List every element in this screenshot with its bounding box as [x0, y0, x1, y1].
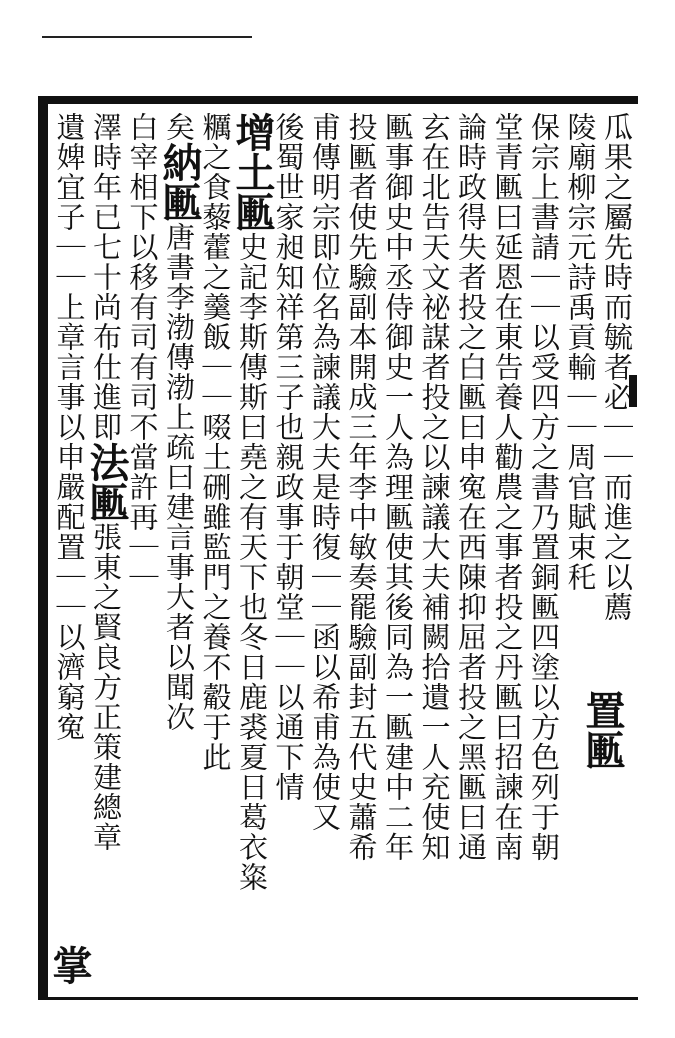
text-column-6	[418, 112, 452, 992]
column-tail-character: 掌	[46, 945, 93, 985]
column-text: 投匭者使先驗副本開成三年李中敏奏罷驗副封五代史蕭希	[344, 112, 379, 862]
column-text: 陵廟柳宗元詩禹貢輸｜｜周官賦束秅	[563, 112, 598, 592]
column-text: 糲之食藜藿之羹飯｜｜啜土硎雖監門之養不觳于此	[198, 112, 233, 772]
entry-heading: 法匭	[83, 442, 130, 522]
column-text: 唐書李渤傳渤上疏曰建言事大者以聞次	[162, 222, 196, 732]
column-text: 遺婢宜子｜｜上章言事	[52, 112, 87, 412]
entry-heading: 土匭	[229, 152, 276, 232]
text-column-14	[126, 112, 160, 992]
column-text: 匭事御史中丞侍御史一人為理匭使其後同為一匭建中二年	[381, 112, 415, 862]
text-column-7	[381, 112, 415, 992]
text-column-12	[199, 112, 233, 992]
text-column-13	[156, 112, 203, 992]
column-text: 後蜀世家昶知祥第三子也親政事于朝堂｜｜以通下情	[271, 112, 306, 802]
column-text: 甫傳明宗即位名為諫議大夫是時復｜｜函以希甫為使又	[308, 112, 342, 832]
inset-zhi-gui	[579, 690, 626, 990]
entry-heading-zhi-gui: 置匭	[579, 690, 626, 770]
column-text: 論時政得失者投之白匭曰申寃在西陳抑屈者投之黑匭曰通	[454, 112, 488, 862]
text-column-9	[308, 112, 342, 992]
text-column-16	[53, 112, 87, 992]
inset-zhang	[46, 945, 93, 990]
text-column-5	[454, 112, 488, 992]
text-column-11	[229, 112, 276, 992]
entry-heading: 納匭	[156, 142, 203, 222]
text-column-8	[345, 112, 379, 992]
text-column-4	[491, 112, 525, 992]
column-text: 矣	[162, 112, 196, 142]
column-text: 堂青匭曰延恩在東告養人勸農之事者投之丹匭曰招諫在南	[490, 112, 525, 862]
text-column-10	[272, 112, 306, 992]
column-text: 張東之賢良方正策建總章	[89, 522, 123, 852]
column-text: 史記李斯傳斯曰堯之有天下也冬日鹿裘夏日葛衣粢	[235, 232, 269, 892]
column-text: 保宗上書請｜｜以受四方之書乃置銅匭四塗以方色列于朝	[527, 112, 561, 862]
column-text: 玄在北告天文祕謀者投之以諫議大夫補闕拾遺一人充使知	[417, 112, 452, 862]
text-column-3	[527, 112, 561, 992]
column-text: 白宰相下以移有司有司不當許再｜｜	[125, 112, 160, 592]
top-rule	[42, 36, 252, 38]
column-text: 瓜果之屬先時而毓者必｜｜而進之以薦	[600, 112, 634, 622]
column-text: 澤時年已七十尚布仕進即	[89, 112, 123, 442]
text-column-15	[83, 112, 130, 992]
column-text: 以申嚴配置｜｜以濟窮寃	[52, 412, 87, 742]
entry-heading: 增	[229, 112, 276, 152]
